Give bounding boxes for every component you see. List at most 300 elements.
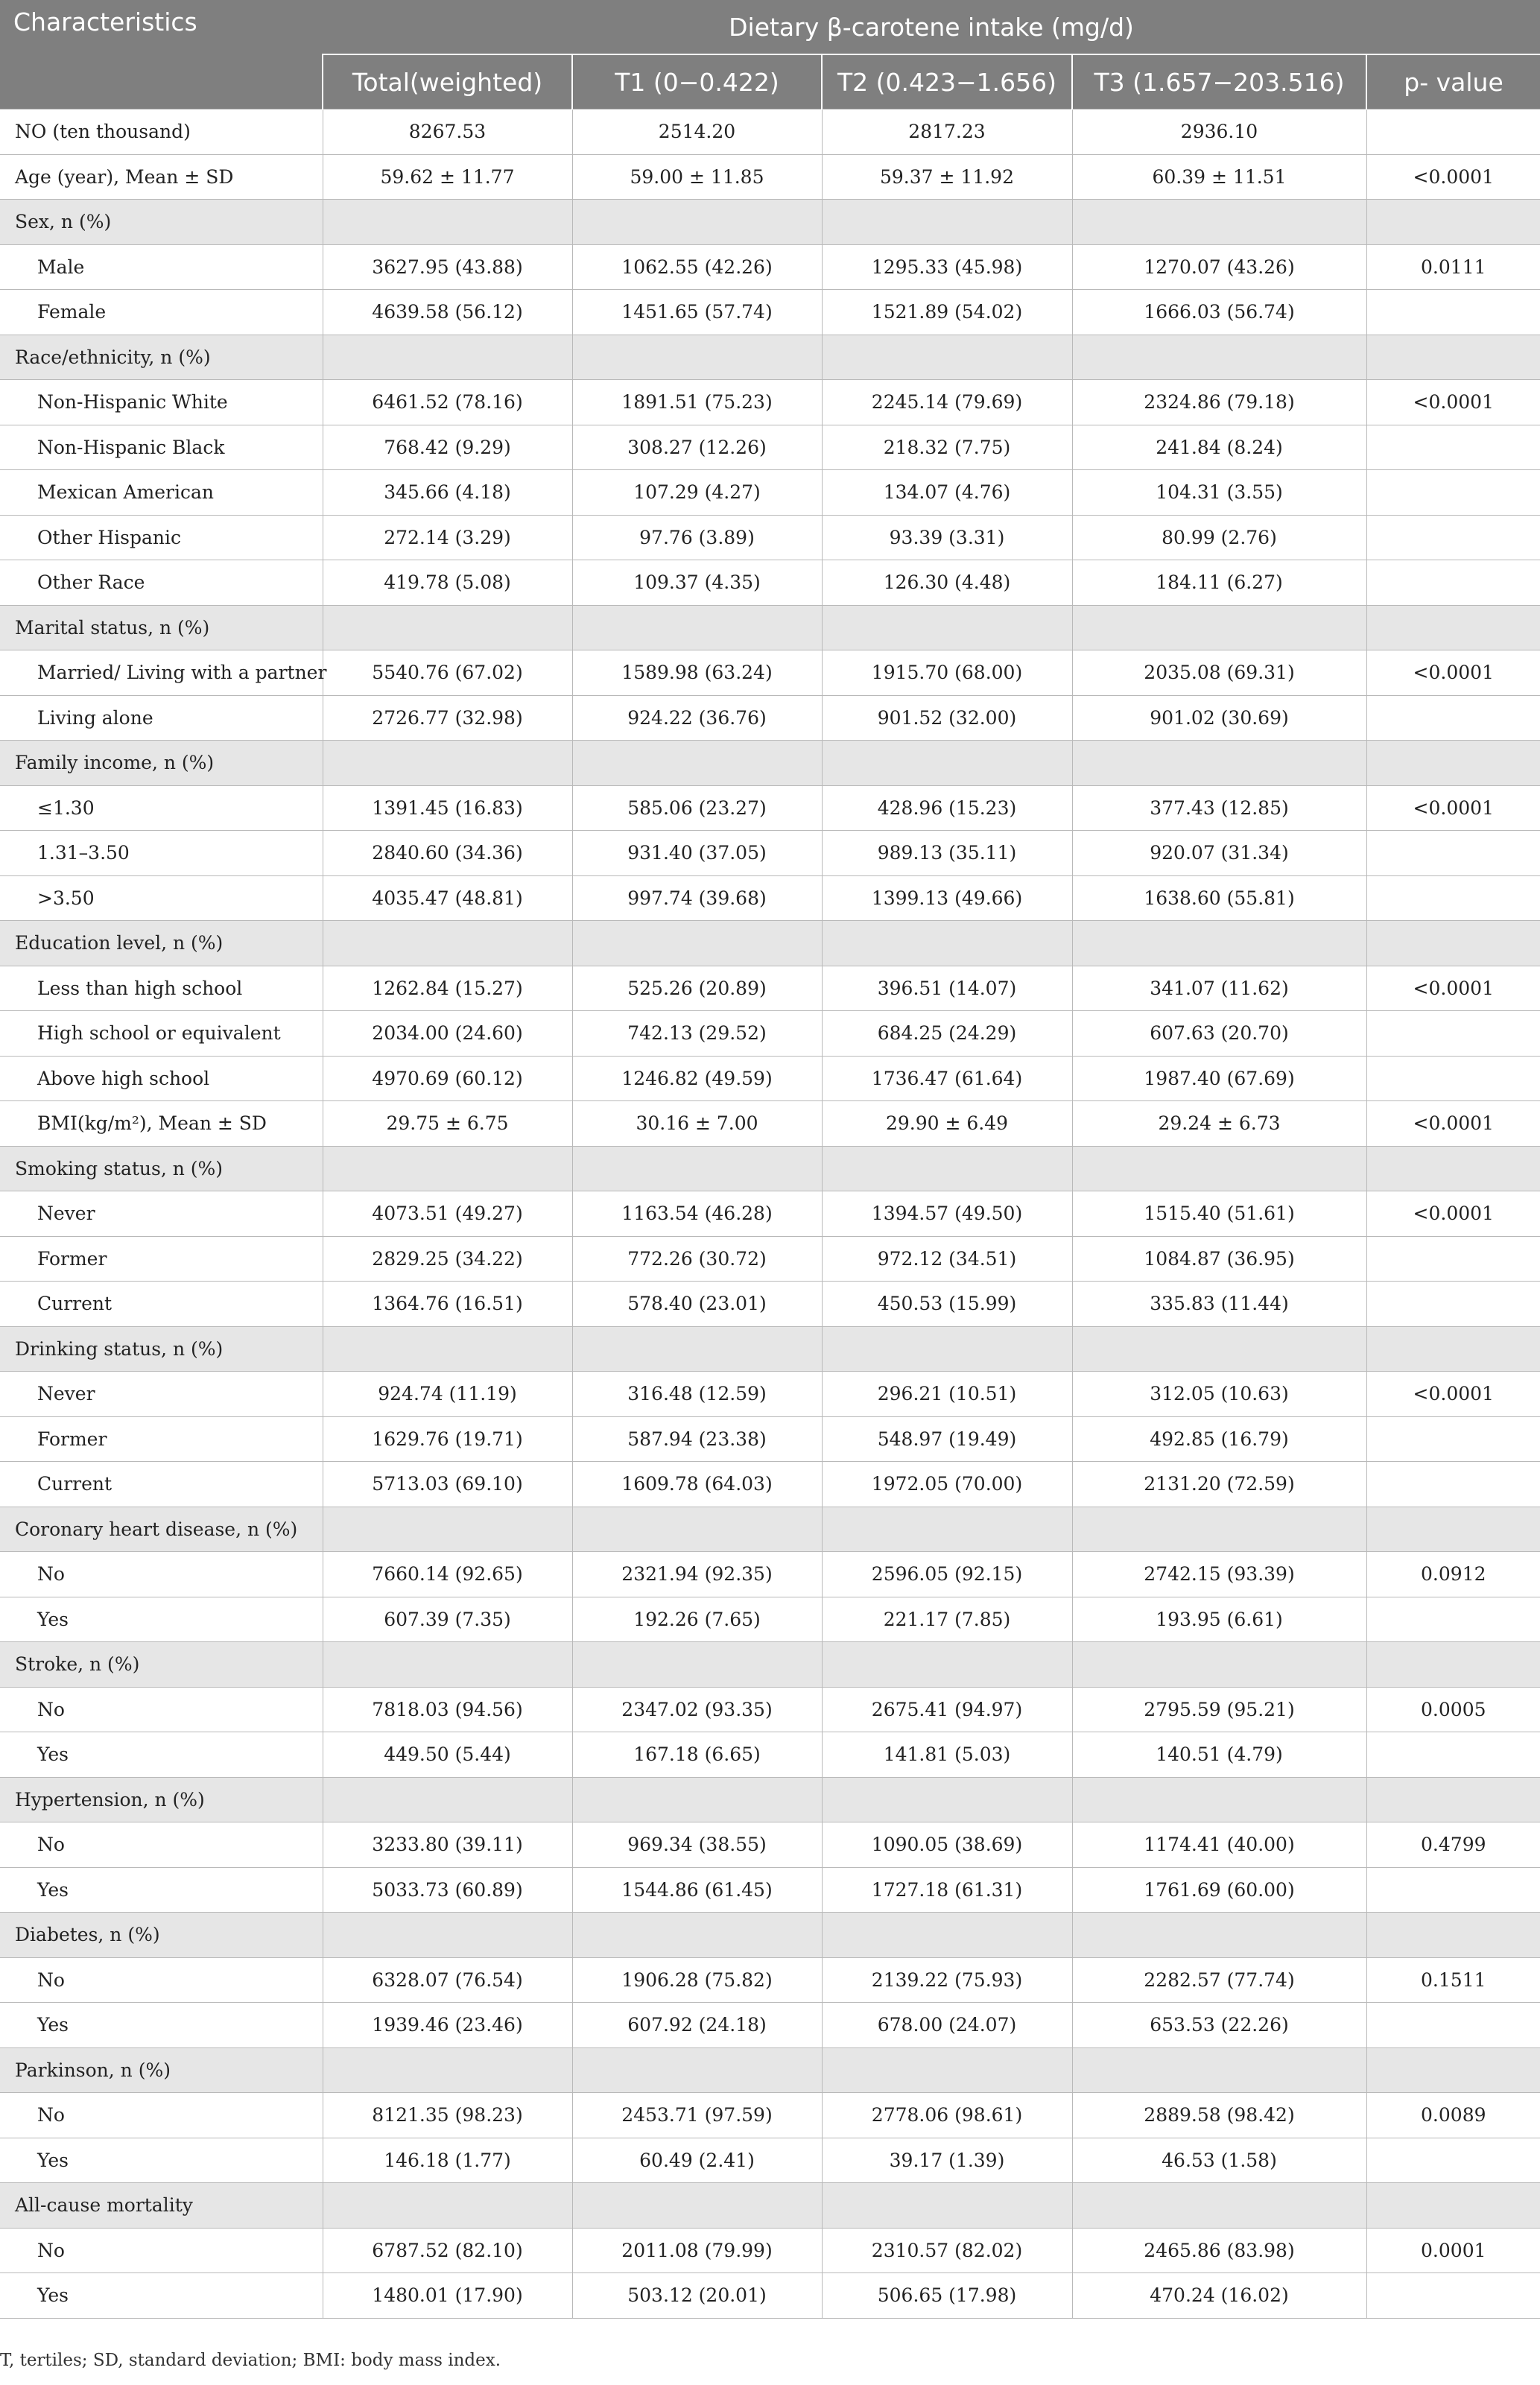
row-value: 607.63 (20.70)	[1072, 1011, 1366, 1057]
row-value: 46.53 (1.58)	[1072, 2138, 1366, 2183]
row-value: 2310.57 (82.02)	[822, 2228, 1072, 2273]
row-value	[1366, 1011, 1540, 1057]
category-row	[0, 1146, 1540, 1191]
row-value	[1072, 2047, 1366, 2093]
row-value: 449.50 (5.44)	[323, 1732, 572, 1778]
row-value: 931.40 (37.05)	[572, 831, 822, 876]
row-value: 107.29 (4.27)	[572, 470, 822, 516]
category-row	[0, 1777, 1540, 1822]
row-value: <0.0001	[1366, 1191, 1540, 1237]
table-row	[0, 1732, 1540, 1778]
row-label: Parkinson, n (%)	[0, 2047, 323, 2093]
row-value: 104.31 (3.55)	[1072, 470, 1366, 516]
row-label: No	[0, 2093, 323, 2138]
row-value	[323, 1913, 572, 1958]
row-label: Stroke, n (%)	[0, 1642, 323, 1688]
row-value: 2245.14 (79.69)	[822, 380, 1072, 425]
row-value: 4035.47 (48.81)	[323, 875, 572, 921]
row-value: 4073.51 (49.27)	[323, 1191, 572, 1237]
row-value	[1366, 1777, 1540, 1822]
row-value: 6461.52 (78.16)	[323, 380, 572, 425]
row-value: 193.95 (6.61)	[1072, 1597, 1366, 1642]
table-footnote: T, tertiles; SD, standard deviation; BMI: body mass index.	[0, 2351, 501, 2370]
row-label: Less than high school	[0, 966, 323, 1011]
row-value	[1366, 1146, 1540, 1191]
table-row	[0, 785, 1540, 831]
row-value	[572, 1146, 822, 1191]
row-label: Never	[0, 1191, 323, 1237]
category-row	[0, 2183, 1540, 2229]
row-label: Male	[0, 244, 323, 290]
row-label: Education level, n (%)	[0, 921, 323, 966]
header-col-t2: T2 (0.423−1.656)	[822, 54, 1072, 110]
row-value: 146.18 (1.77)	[323, 2138, 572, 2183]
header-col-total: Total(weighted)	[323, 54, 572, 110]
row-value	[1366, 470, 1540, 516]
table-row	[0, 695, 1540, 741]
row-value: 419.78 (5.08)	[323, 560, 572, 606]
row-value: 653.53 (22.26)	[1072, 2003, 1366, 2048]
row-value: 1090.05 (38.69)	[822, 1822, 1072, 1868]
row-value	[822, 2047, 1072, 2093]
row-value: 316.48 (12.59)	[572, 1372, 822, 1417]
row-label: Non-Hispanic Black	[0, 425, 323, 470]
row-value	[572, 605, 822, 650]
row-value: 93.39 (3.31)	[822, 515, 1072, 560]
row-label: Marital status, n (%)	[0, 605, 323, 650]
row-value: 2742.15 (93.39)	[1072, 1552, 1366, 1597]
table-row	[0, 1822, 1540, 1868]
row-value	[323, 200, 572, 245]
row-value	[1366, 2047, 1540, 2093]
row-value: 8267.53	[323, 110, 572, 155]
row-value: 492.85 (16.79)	[1072, 1416, 1366, 1462]
row-value	[1366, 425, 1540, 470]
row-label: Age (year), Mean ± SD	[0, 154, 323, 200]
row-value: 428.96 (15.23)	[822, 785, 1072, 831]
row-value	[1366, 2183, 1540, 2229]
row-value	[323, 1642, 572, 1688]
category-row	[0, 1326, 1540, 1372]
table-row	[0, 380, 1540, 425]
row-value: 2829.25 (34.22)	[323, 1236, 572, 1282]
row-value: 989.13 (35.11)	[822, 831, 1072, 876]
row-label: ≤1.30	[0, 785, 323, 831]
category-row	[0, 1913, 1540, 1958]
row-value: 218.32 (7.75)	[822, 425, 1072, 470]
header-col-t1: T1 (0−0.422)	[572, 54, 822, 110]
row-value: 140.51 (4.79)	[1072, 1732, 1366, 1778]
row-value	[1366, 335, 1540, 380]
table-row	[0, 560, 1540, 606]
row-value: 1972.05 (70.00)	[822, 1462, 1072, 1507]
row-value: 0.0912	[1366, 1552, 1540, 1597]
row-value	[1366, 1416, 1540, 1462]
row-value: 924.22 (36.76)	[572, 695, 822, 741]
row-value: 335.83 (11.44)	[1072, 1282, 1366, 1327]
row-value: 1666.03 (56.74)	[1072, 290, 1366, 335]
row-value: 39.17 (1.39)	[822, 2138, 1072, 2183]
row-value: 345.66 (4.18)	[323, 470, 572, 516]
row-value: 1394.57 (49.50)	[822, 1191, 1072, 1237]
row-value	[323, 1326, 572, 1372]
row-value	[1366, 1913, 1540, 1958]
row-value: 2453.71 (97.59)	[572, 2093, 822, 2138]
row-value: 607.39 (7.35)	[323, 1597, 572, 1642]
row-value	[1366, 560, 1540, 606]
row-value: 525.26 (20.89)	[572, 966, 822, 1011]
table-row	[0, 244, 1540, 290]
row-value	[822, 200, 1072, 245]
table-row	[0, 1101, 1540, 1147]
row-value	[1366, 2273, 1540, 2319]
row-value: 684.25 (24.29)	[822, 1011, 1072, 1057]
row-value: 0.4799	[1366, 1822, 1540, 1868]
row-value: 772.26 (30.72)	[572, 1236, 822, 1282]
row-label: NO (ten thousand)	[0, 110, 323, 155]
row-value: 0.0001	[1366, 2228, 1540, 2273]
row-value	[572, 2183, 822, 2229]
row-label: Yes	[0, 1597, 323, 1642]
row-value: 192.26 (7.65)	[572, 1597, 822, 1642]
table-row	[0, 1957, 1540, 2003]
row-value: 1638.60 (55.81)	[1072, 875, 1366, 921]
table-row	[0, 1597, 1540, 1642]
row-value	[1072, 605, 1366, 650]
row-value	[822, 921, 1072, 966]
row-value	[822, 1507, 1072, 1552]
row-value: 2465.86 (83.98)	[1072, 2228, 1366, 2273]
row-value: 1736.47 (61.64)	[822, 1056, 1072, 1101]
row-value: 7660.14 (92.65)	[323, 1552, 572, 1597]
row-value: 0.1511	[1366, 1957, 1540, 2003]
row-value: 1915.70 (68.00)	[822, 650, 1072, 696]
row-value	[1072, 1913, 1366, 1958]
row-label: Yes	[0, 1867, 323, 1913]
row-value: 2889.58 (98.42)	[1072, 2093, 1366, 2138]
row-value: 1451.65 (57.74)	[572, 290, 822, 335]
row-value: 308.27 (12.26)	[572, 425, 822, 470]
row-label: Never	[0, 1372, 323, 1417]
row-value: 924.74 (11.19)	[323, 1372, 572, 1417]
row-value: 59.37 ± 11.92	[822, 154, 1072, 200]
row-value: 221.17 (7.85)	[822, 1597, 1072, 1642]
row-value: 1084.87 (36.95)	[1072, 1236, 1366, 1282]
row-label: Coronary heart disease, n (%)	[0, 1507, 323, 1552]
row-value: 578.40 (23.01)	[572, 1282, 822, 1327]
row-label: Female	[0, 290, 323, 335]
row-value: 587.94 (23.38)	[572, 1416, 822, 1462]
row-value	[1366, 290, 1540, 335]
row-label: No	[0, 2228, 323, 2273]
row-value	[1366, 200, 1540, 245]
table-row	[0, 1867, 1540, 1913]
row-value: 470.24 (16.02)	[1072, 2273, 1366, 2319]
row-value: <0.0001	[1366, 1101, 1540, 1147]
row-value	[822, 1913, 1072, 1958]
row-value	[822, 1642, 1072, 1688]
row-value	[1366, 1867, 1540, 1913]
row-value: 59.00 ± 11.85	[572, 154, 822, 200]
row-value: 5713.03 (69.10)	[323, 1462, 572, 1507]
row-value: 768.42 (9.29)	[323, 425, 572, 470]
table-row	[0, 110, 1540, 155]
table-row	[0, 831, 1540, 876]
row-value	[1366, 1056, 1540, 1101]
row-value: 997.74 (39.68)	[572, 875, 822, 921]
row-value: 450.53 (15.99)	[822, 1282, 1072, 1327]
row-label: Non-Hispanic White	[0, 380, 323, 425]
row-value: 1480.01 (17.90)	[323, 2273, 572, 2319]
row-value: 8121.35 (98.23)	[323, 2093, 572, 2138]
row-label: Diabetes, n (%)	[0, 1913, 323, 1958]
row-value: 1727.18 (61.31)	[822, 1867, 1072, 1913]
row-value: 1174.41 (40.00)	[1072, 1822, 1366, 1868]
row-value	[1366, 2138, 1540, 2183]
row-label: Married/ Living with a partner	[0, 650, 323, 696]
row-value: 1062.55 (42.26)	[572, 244, 822, 290]
row-label: Former	[0, 1416, 323, 1462]
row-value: 901.52 (32.00)	[822, 695, 1072, 741]
row-value	[1366, 1642, 1540, 1688]
row-value: 167.18 (6.65)	[572, 1732, 822, 1778]
row-value	[1366, 1507, 1540, 1552]
row-label: >3.50	[0, 875, 323, 921]
row-value: 1544.86 (61.45)	[572, 1867, 822, 1913]
row-label: No	[0, 1552, 323, 1597]
row-value: 2011.08 (79.99)	[572, 2228, 822, 2273]
row-value	[572, 1642, 822, 1688]
row-value: 7818.03 (94.56)	[323, 1687, 572, 1732]
row-label: High school or equivalent	[0, 1011, 323, 1057]
row-value	[822, 741, 1072, 786]
row-value: 184.11 (6.27)	[1072, 560, 1366, 606]
row-label: Yes	[0, 2273, 323, 2319]
row-value: 312.05 (10.63)	[1072, 1372, 1366, 1417]
row-value	[1072, 921, 1366, 966]
row-value	[1072, 200, 1366, 245]
row-value: 5540.76 (67.02)	[323, 650, 572, 696]
table-row	[0, 1191, 1540, 1237]
row-label: BMI(kg/m²), Mean ± SD	[0, 1101, 323, 1147]
row-value: 3233.80 (39.11)	[323, 1822, 572, 1868]
row-value: 1515.40 (51.61)	[1072, 1191, 1366, 1237]
row-label: Current	[0, 1462, 323, 1507]
row-value: 30.16 ± 7.00	[572, 1101, 822, 1147]
row-value	[1366, 2003, 1540, 2048]
row-label: Current	[0, 1282, 323, 1327]
row-label: Family income, n (%)	[0, 741, 323, 786]
row-value	[822, 335, 1072, 380]
row-value: 2324.86 (79.18)	[1072, 380, 1366, 425]
category-row	[0, 200, 1540, 245]
row-value: 272.14 (3.29)	[323, 515, 572, 560]
row-value: 4970.69 (60.12)	[323, 1056, 572, 1101]
category-row	[0, 335, 1540, 380]
row-value: 1987.40 (67.69)	[1072, 1056, 1366, 1101]
row-value: 29.24 ± 6.73	[1072, 1101, 1366, 1147]
row-value	[1366, 515, 1540, 560]
category-row	[0, 2047, 1540, 2093]
row-value	[572, 1507, 822, 1552]
row-value: 1399.13 (49.66)	[822, 875, 1072, 921]
row-value: 6328.07 (76.54)	[323, 1957, 572, 2003]
row-value: 60.49 (2.41)	[572, 2138, 822, 2183]
row-value	[323, 921, 572, 966]
row-value	[572, 1777, 822, 1822]
row-value: 506.65 (17.98)	[822, 2273, 1072, 2319]
row-value: 29.90 ± 6.49	[822, 1101, 1072, 1147]
row-label: No	[0, 1822, 323, 1868]
row-value	[1366, 1597, 1540, 1642]
row-value	[822, 1146, 1072, 1191]
category-row	[0, 741, 1540, 786]
row-value	[323, 1507, 572, 1552]
row-label: Race/ethnicity, n (%)	[0, 335, 323, 380]
row-value	[1072, 741, 1366, 786]
row-value: 2321.94 (92.35)	[572, 1552, 822, 1597]
row-label: No	[0, 1957, 323, 2003]
row-value: 29.75 ± 6.75	[323, 1101, 572, 1147]
row-value: <0.0001	[1366, 380, 1540, 425]
row-value: 2936.10	[1072, 110, 1366, 155]
row-value	[1366, 1732, 1540, 1778]
row-value	[822, 2183, 1072, 2229]
row-value	[1072, 1146, 1366, 1191]
row-value: 1761.69 (60.00)	[1072, 1867, 1366, 1913]
row-value: <0.0001	[1366, 1372, 1540, 1417]
row-value: <0.0001	[1366, 650, 1540, 696]
row-value: 2726.77 (32.98)	[323, 695, 572, 741]
table-header	[0, 0, 1540, 110]
table-row	[0, 154, 1540, 200]
row-value	[1366, 831, 1540, 876]
row-value: 920.07 (31.34)	[1072, 831, 1366, 876]
row-label: Smoking status, n (%)	[0, 1146, 323, 1191]
row-value	[572, 741, 822, 786]
row-value: 1246.82 (49.59)	[572, 1056, 822, 1101]
row-value	[323, 605, 572, 650]
row-value: 0.0089	[1366, 2093, 1540, 2138]
row-value: 6787.52 (82.10)	[323, 2228, 572, 2273]
row-value	[1366, 110, 1540, 155]
row-value: 2282.57 (77.74)	[1072, 1957, 1366, 2003]
row-label: All-cause mortality	[0, 2183, 323, 2229]
row-value: 109.37 (4.35)	[572, 560, 822, 606]
row-value	[822, 605, 1072, 650]
table-row	[0, 1462, 1540, 1507]
row-value: 2034.00 (24.60)	[323, 1011, 572, 1057]
row-value: 742.13 (29.52)	[572, 1011, 822, 1057]
row-value: 141.81 (5.03)	[822, 1732, 1072, 1778]
row-value: 296.21 (10.51)	[822, 1372, 1072, 1417]
row-value: 1163.54 (46.28)	[572, 1191, 822, 1237]
row-label: Yes	[0, 2138, 323, 2183]
row-value: 1891.51 (75.23)	[572, 380, 822, 425]
row-value: 503.12 (20.01)	[572, 2273, 822, 2319]
row-value	[1366, 695, 1540, 741]
row-value: 377.43 (12.85)	[1072, 785, 1366, 831]
row-value	[822, 1326, 1072, 1372]
row-value: <0.0001	[1366, 785, 1540, 831]
row-value: 2795.59 (95.21)	[1072, 1687, 1366, 1732]
row-label: Other Hispanic	[0, 515, 323, 560]
row-value	[1072, 1777, 1366, 1822]
row-value	[1072, 2183, 1366, 2229]
row-value	[572, 1326, 822, 1372]
row-value	[323, 741, 572, 786]
row-value: 548.97 (19.49)	[822, 1416, 1072, 1462]
table-row	[0, 290, 1540, 335]
row-value	[822, 1777, 1072, 1822]
row-label: Yes	[0, 2003, 323, 2048]
header-characteristics: Characteristics	[0, 0, 323, 110]
table-row	[0, 966, 1540, 1011]
row-value	[572, 1913, 822, 1958]
header-span-title: Dietary β-carotene intake (mg/d)	[323, 0, 1540, 54]
row-value: 5033.73 (60.89)	[323, 1867, 572, 1913]
row-value	[1366, 1326, 1540, 1372]
row-value: 607.92 (24.18)	[572, 2003, 822, 2048]
row-value	[1366, 605, 1540, 650]
row-value: 1262.84 (15.27)	[323, 966, 572, 1011]
row-label: Drinking status, n (%)	[0, 1326, 323, 1372]
table-row	[0, 2228, 1540, 2273]
row-value: 60.39 ± 11.51	[1072, 154, 1366, 200]
row-value: 0.0005	[1366, 1687, 1540, 1732]
table-row	[0, 1372, 1540, 1417]
row-value: 1391.45 (16.83)	[323, 785, 572, 831]
row-value: 969.34 (38.55)	[572, 1822, 822, 1868]
row-value: 2347.02 (93.35)	[572, 1687, 822, 1732]
row-value: 2131.20 (72.59)	[1072, 1462, 1366, 1507]
row-value	[1366, 1236, 1540, 1282]
row-value: 59.62 ± 11.77	[323, 154, 572, 200]
row-label: Hypertension, n (%)	[0, 1777, 323, 1822]
row-value: 1364.76 (16.51)	[323, 1282, 572, 1327]
row-value: 241.84 (8.24)	[1072, 425, 1366, 470]
row-value: 4639.58 (56.12)	[323, 290, 572, 335]
table-body	[0, 110, 1540, 2319]
row-value: 901.02 (30.69)	[1072, 695, 1366, 741]
table-row	[0, 2273, 1540, 2319]
table-row	[0, 425, 1540, 470]
row-value: 97.76 (3.89)	[572, 515, 822, 560]
row-value: 1521.89 (54.02)	[822, 290, 1072, 335]
row-value: 126.30 (4.48)	[822, 560, 1072, 606]
row-value	[323, 2183, 572, 2229]
table-row	[0, 1011, 1540, 1057]
row-value	[323, 1146, 572, 1191]
header-col-t3: T3 (1.657−203.516)	[1072, 54, 1366, 110]
row-value	[1072, 1507, 1366, 1552]
table-row	[0, 515, 1540, 560]
table-row	[0, 2093, 1540, 2138]
category-row	[0, 1507, 1540, 1552]
row-value	[1072, 1642, 1366, 1688]
table-row	[0, 1416, 1540, 1462]
row-value: 2514.20	[572, 110, 822, 155]
table-row	[0, 1687, 1540, 1732]
category-row	[0, 1642, 1540, 1688]
row-value	[1072, 335, 1366, 380]
row-value	[1366, 1282, 1540, 1327]
row-value: <0.0001	[1366, 966, 1540, 1011]
row-label: Sex, n (%)	[0, 200, 323, 245]
row-value: 972.12 (34.51)	[822, 1236, 1072, 1282]
table-row	[0, 1282, 1540, 1327]
row-value: 396.51 (14.07)	[822, 966, 1072, 1011]
